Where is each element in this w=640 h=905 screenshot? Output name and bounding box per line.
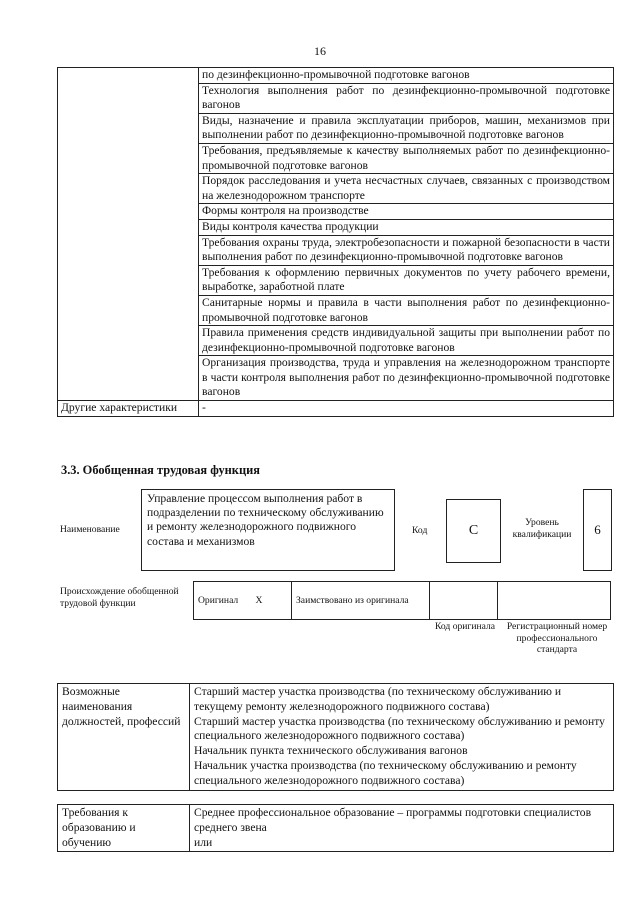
code-original-caption: Код оригинала bbox=[434, 621, 496, 632]
code-label: Код bbox=[412, 525, 428, 536]
knowledge-table bbox=[57, 67, 614, 417]
reg-number-caption: Регистрационный номер профессионального стандарта bbox=[506, 621, 608, 655]
table-row bbox=[58, 68, 614, 84]
list-item: Старший мастер участка производства (по техническому обслуживанию и ремонту специального железнодорожного подвижного состава) bbox=[194, 714, 605, 743]
list-item: Начальник пункта технического обслуживания вагонов bbox=[194, 744, 468, 758]
borrowed-label: Заимствовано из оригинала bbox=[292, 582, 430, 620]
name-label: Наименование bbox=[60, 524, 120, 535]
original-label: Оригинал bbox=[194, 582, 252, 620]
list-item: Старший мастер участка производства (по техническому обслуживанию и текущему ремонту железнодорожного подвижного состава) bbox=[194, 685, 562, 713]
original-mark: X bbox=[252, 582, 292, 620]
list-item: Среднее профессиональное образование – программы подготовки специалистов среднего звена bbox=[194, 806, 592, 834]
reg-number-cell bbox=[498, 582, 611, 620]
other-characteristics-label: Другие характеристики bbox=[58, 401, 199, 417]
knowledge-item: Правила применения средств индивидуальной защиты при выполнении работ по дезинфекционно-промывочной подготовке вагонов bbox=[199, 326, 614, 356]
function-name-box: Управление процессом выполнения работ в подразделении по техническому обслуживанию и ремонту железнодорожного подвижного состава и механизмов bbox=[141, 489, 395, 571]
positions-label: Возможные наименования должностей, профессий bbox=[58, 684, 190, 791]
knowledge-item: Виды, назначение и правила эксплуатации приборов, машин, механизмов при выполнении работ по дезинфекционно-промывочной подготовке вагонов bbox=[199, 113, 614, 143]
knowledge-item: Требования, предъявляемые к качеству выполняемых работ по дезинфекционно-промывочной подготовке вагонов bbox=[199, 143, 614, 173]
code-original-cell bbox=[430, 582, 498, 620]
code-value-box: C bbox=[446, 499, 501, 563]
education-list bbox=[190, 805, 614, 852]
table-row bbox=[194, 582, 611, 620]
knowledge-item: Порядок расследования и учета несчастных случаев, связанных с производством на железнодорожном транспорте bbox=[199, 174, 614, 204]
page-number: 16 bbox=[314, 44, 326, 58]
other-characteristics-value: - bbox=[199, 401, 614, 417]
knowledge-item: Требования к оформлению первичных документов по учету рабочего времени, выработке, заработной плате bbox=[199, 265, 614, 295]
positions-table bbox=[57, 683, 614, 791]
knowledge-item: Санитарные нормы и правила в части выполнения работ по дезинфекционно-промывочной подготовке вагонов bbox=[199, 295, 614, 325]
knowledge-item: по дезинфекционно-промывочной подготовке вагонов bbox=[199, 68, 614, 84]
list-item: Начальник участка производства (по техническому обслуживанию и ремонту специального железнодорожного подвижного состава) bbox=[194, 758, 577, 787]
table-row bbox=[58, 401, 614, 417]
origin-table bbox=[193, 581, 611, 620]
knowledge-item: Виды контроля качества продукции bbox=[199, 219, 614, 235]
knowledge-item: Технология выполнения работ по дезинфекционно-промывочной подготовке вагонов bbox=[199, 83, 614, 113]
positions-list bbox=[190, 684, 614, 791]
section-title: 3.3. Обобщенная трудовая функция bbox=[61, 463, 260, 477]
table-row bbox=[58, 684, 614, 791]
table-row bbox=[58, 805, 614, 852]
origin-label: Происхождение обобщенной трудовой функции bbox=[60, 586, 179, 609]
list-item: или bbox=[194, 835, 213, 849]
qualification-level-label: Уровень квалификации bbox=[512, 517, 572, 540]
knowledge-label-cell bbox=[58, 68, 199, 401]
knowledge-item: Формы контроля на производстве bbox=[199, 204, 614, 220]
education-label: Требования к образованию и обучению bbox=[58, 805, 190, 852]
knowledge-item: Требования охраны труда, электробезопасности и пожарной безопасности в части выполнения работ по дезинфекционно-промывочной подготовке вагонов bbox=[199, 235, 614, 265]
knowledge-item: Организация производства, труда и управления на железнодорожном транспорте в части контроля выполнения работ по дезинфекционно-промывочной подготовке вагонов bbox=[199, 356, 614, 401]
qualification-level-box: 6 bbox=[583, 489, 612, 571]
education-table bbox=[57, 804, 614, 852]
